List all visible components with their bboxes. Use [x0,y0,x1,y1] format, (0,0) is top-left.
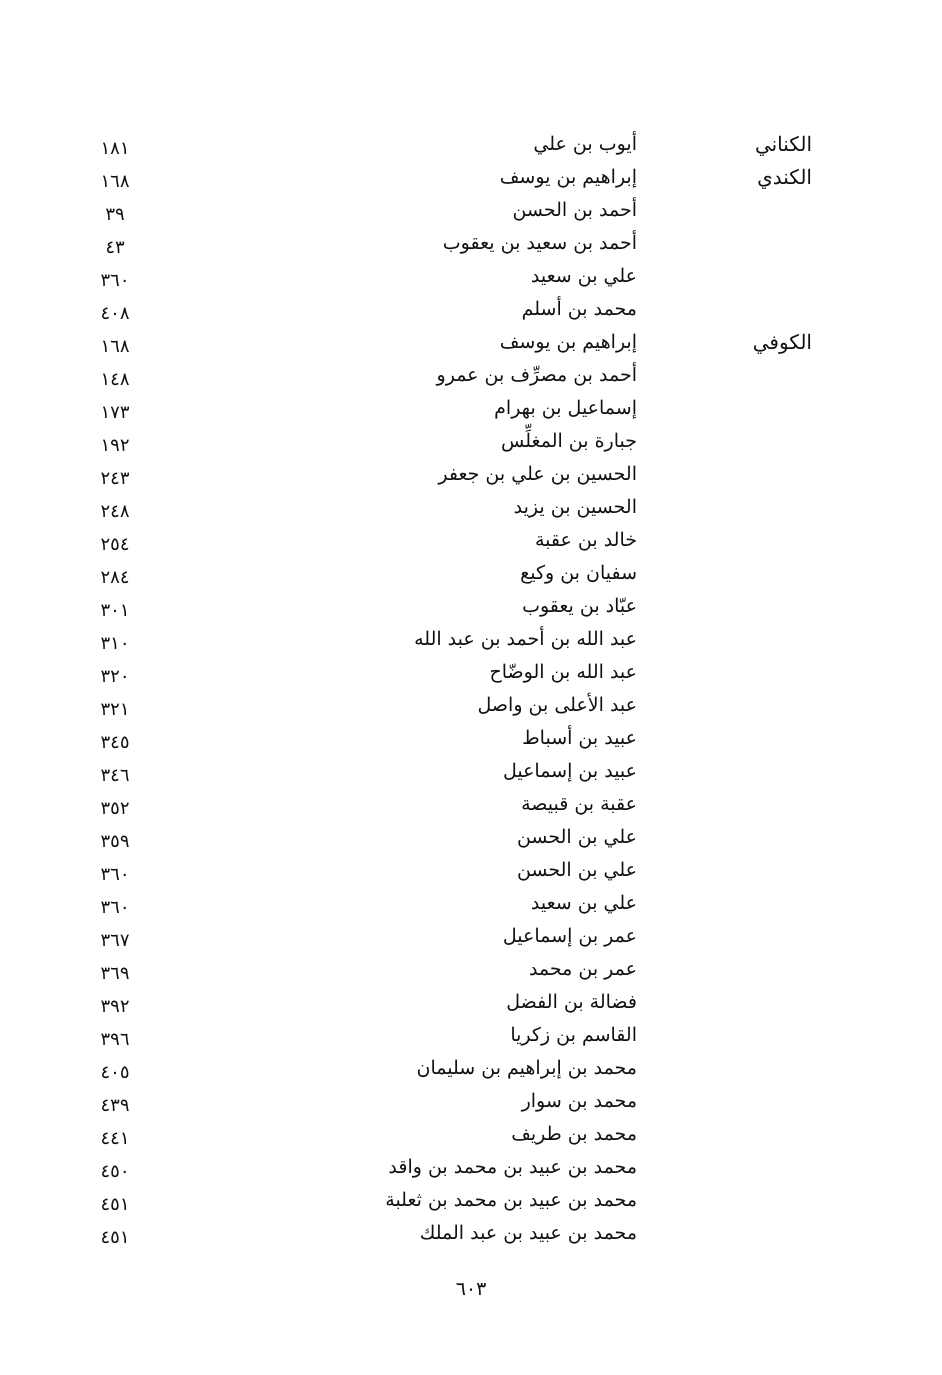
index-entry [0,293,942,326]
entry-page-ref: ٣٢٠ [100,666,130,687]
index-list [0,128,942,1250]
entry-page-ref: ١٧٣ [100,402,130,423]
entry-page-ref: ٣٢١ [100,699,130,720]
entry-page-ref: ٤٤١ [100,1128,130,1149]
index-entry [0,1052,942,1085]
index-entry [0,1151,942,1184]
index-entry [0,788,942,821]
index-entry [0,1118,942,1151]
entry-page-ref: ٣٦٩ [100,963,130,984]
entry-page-ref: ٢٨٤ [100,567,130,588]
entry-page-ref: ٣١٠ [100,633,130,654]
entry-page-ref: ٤٠٥ [100,1062,130,1083]
index-entry [0,491,942,524]
entry-page-ref: ٤٣٩ [100,1095,130,1116]
entry-page-ref: ١٩٢ [100,435,130,456]
entry-nisba: الكوفي [752,330,812,354]
entry-page-ref: ١٦٨ [100,171,130,192]
entry-page-ref: ٣٤٥ [100,732,130,753]
entry-page-ref: ٢٥٤ [100,534,130,555]
entry-page-ref: ٣٩٢ [100,996,130,1017]
index-entry [0,623,942,656]
entry-page-ref: ١٤٨ [100,369,130,390]
entry-nisba: الكناني [754,132,812,156]
entry-name: جبارة بن المغلِّس [501,430,637,452]
index-entry [0,821,942,854]
index-entry [0,1085,942,1118]
entry-name: سفيان بن وكيع [520,562,637,584]
entry-name: أحمد بن الحسن [512,199,637,221]
entry-name: أيوب بن علي [533,133,637,155]
entry-name: محمد بن عبيد بن محمد بن واقد [388,1156,637,1178]
entry-name: إبراهيم بن يوسف [499,331,637,353]
entry-name: محمد بن أسلم [521,298,637,320]
entry-page-ref: ٣٥٢ [100,798,130,819]
entry-name: إسماعيل بن بهرام [494,397,637,419]
index-entry [0,425,942,458]
index-entry [0,260,942,293]
index-entry [0,689,942,722]
entry-name: محمد بن عبيد بن محمد بن ثعلبة [385,1189,637,1211]
entry-page-ref: ٢٤٨ [100,501,130,522]
index-entry [0,854,942,887]
entry-name: إبراهيم بن يوسف [499,166,637,188]
entry-name: محمد بن طريف [511,1123,637,1145]
entry-page-ref: ١٨١ [100,138,130,159]
entry-name: عبيد بن أسباط [522,727,637,749]
index-entry [0,920,942,953]
entry-name: عمر بن إسماعيل [502,925,637,947]
index-entry [0,326,942,359]
index-entry [0,953,942,986]
entry-page-ref: ٤٥٠ [100,1161,130,1182]
entry-page-ref: ٢٤٣ [100,468,130,489]
index-entry [0,161,942,194]
index-entry [0,194,942,227]
entry-page-ref: ٣٦٠ [100,864,130,885]
entry-name: عبد الله بن الوضّاح [489,661,637,683]
entry-name: عقبة بن قبيصة [521,793,637,815]
index-entry [0,557,942,590]
index-entry [0,227,942,260]
entry-name: عبّاد بن يعقوب [522,595,637,617]
entry-page-ref: ٣٤٦ [100,765,130,786]
entry-name: علي بن سعيد [530,265,637,287]
page-number: ٦٠٣ [455,1278,487,1300]
index-entry [0,392,942,425]
index-entry [0,1217,942,1250]
index-entry [0,986,942,1019]
entry-name: علي بن الحسن [516,826,637,848]
index-entry [0,656,942,689]
entry-name: فضالة بن الفضل [506,991,637,1013]
entry-page-ref: ٤٠٨ [100,303,130,324]
entry-name: محمد بن سوار [521,1090,637,1112]
entry-name: علي بن سعيد [530,892,637,914]
entry-page-ref: ١٦٨ [100,336,130,357]
entry-name: القاسم بن زكريا [510,1024,637,1046]
entry-name: خالد بن عقبة [535,529,637,551]
index-entry [0,1184,942,1217]
entry-name: علي بن الحسن [516,859,637,881]
entry-name: الحسين بن علي بن جعفر [438,463,637,485]
entry-page-ref: ٤٣ [105,237,125,258]
index-entry [0,128,942,161]
index-entry [0,1019,942,1052]
entry-page-ref: ٣٠١ [100,600,130,621]
index-entry [0,887,942,920]
entry-page-ref: ٤٥١ [100,1227,130,1248]
entry-name: محمد بن إبراهيم بن سليمان [416,1057,637,1079]
entry-page-ref: ٣٩٦ [100,1029,130,1050]
entry-page-ref: ٣٥٩ [100,831,130,852]
entry-name: عمر بن محمد [528,958,637,980]
entry-name: أحمد بن سعيد بن يعقوب [442,232,637,254]
entry-page-ref: ٣٦٠ [100,897,130,918]
entry-page-ref: ٣٦٠ [100,270,130,291]
entry-name: عبد الله بن أحمد بن عبد الله [414,628,637,650]
entry-nisba: الكندي [757,165,812,189]
index-entry [0,359,942,392]
index-entry [0,524,942,557]
index-entry [0,590,942,623]
entry-name: أحمد بن مصرِّف بن عمرو [436,364,637,386]
entry-name: عبيد بن إسماعيل [502,760,637,782]
index-entry [0,458,942,491]
entry-name: الحسين بن يزيد [513,496,637,518]
index-entry [0,755,942,788]
entry-name: عبد الأعلى بن واصل [477,694,637,716]
entry-page-ref: ٣٦٧ [100,930,130,951]
entry-page-ref: ٣٩ [105,204,125,225]
index-entry [0,722,942,755]
entry-page-ref: ٤٥١ [100,1194,130,1215]
entry-name: محمد بن عبيد بن عبد الملك [419,1222,637,1244]
